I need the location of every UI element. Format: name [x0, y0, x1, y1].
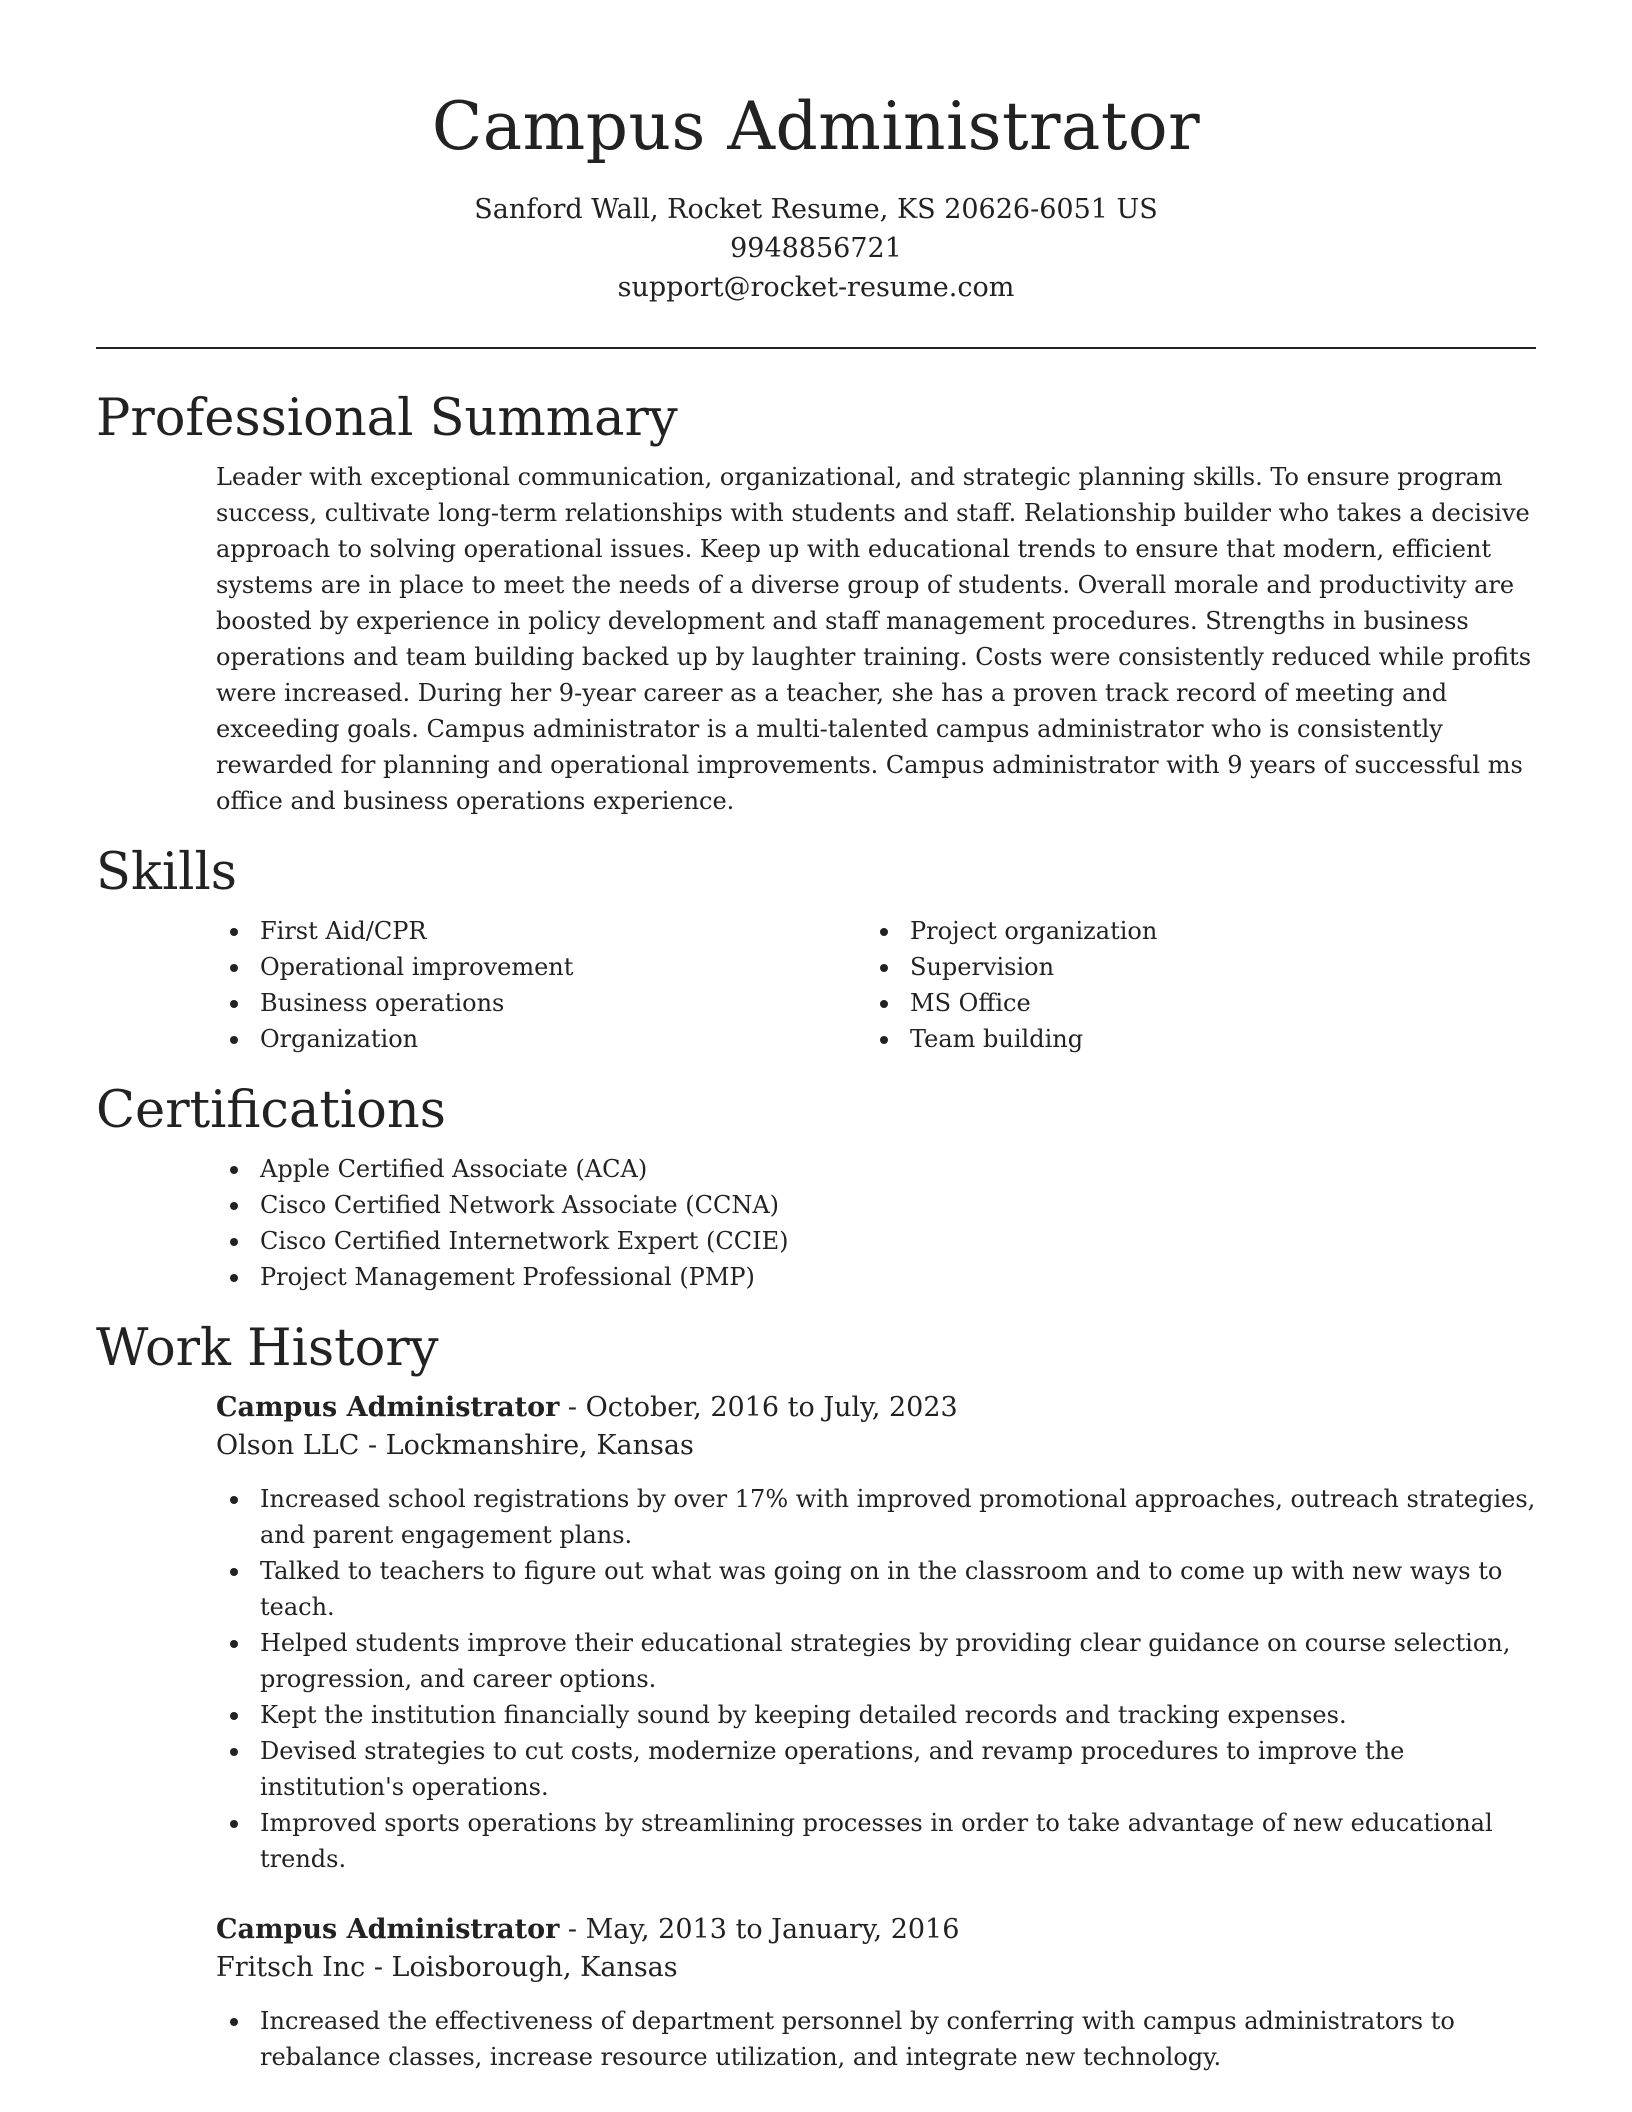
skills-section [96, 841, 1536, 1057]
skill-item: Operational improvement [216, 949, 866, 985]
job-title-line [216, 1911, 1536, 1949]
skills-grid [216, 913, 1536, 1057]
job-company: Olson LLC [216, 1430, 360, 1461]
skills-column-left [216, 913, 866, 1057]
certifications-section [96, 1079, 1536, 1295]
work-history-section [96, 1317, 1536, 2075]
skill-item: MS Office [866, 985, 1516, 1021]
job-dates: - May, 2013 to January, 2016 [559, 1914, 960, 1945]
work-history-heading: Work History [96, 1319, 439, 1378]
job-entry [216, 1389, 1536, 1877]
job-bullets [216, 1481, 1536, 1877]
job-company-line [216, 1427, 1536, 1465]
certifications-heading: Certifications [96, 1081, 446, 1140]
skill-item: Supervision [866, 949, 1516, 985]
skills-column-right [866, 913, 1516, 1057]
summary-section [96, 387, 1536, 819]
job-company-line [216, 1949, 1536, 1987]
contact-block [96, 190, 1536, 307]
job-bullet: Increased the effectiveness of department personnel by conferring with campus administrators to rebalance classes, increase resource utilization, and integrate new technology. [216, 2003, 1536, 2075]
header-divider [96, 347, 1536, 349]
skills-heading: Skills [96, 843, 237, 902]
job-location: - Loisborough, Kansas [365, 1952, 678, 1983]
skill-item: First Aid/CPR [216, 913, 866, 949]
resume-header [96, 0, 1536, 307]
skill-item: Business operations [216, 985, 866, 1021]
candidate-name: Campus Administrator [431, 88, 1201, 165]
skill-item: Team building [866, 1021, 1516, 1057]
contact-phone: 9948856721 [730, 233, 902, 264]
job-role: Campus Administrator [216, 1392, 560, 1423]
job-dates: - October, 2016 to July, 2023 [559, 1392, 958, 1423]
skill-item: Project organization [866, 913, 1516, 949]
job-bullet: Devised strategies to cut costs, modernize operations, and revamp procedures to improve the institution's operations. [216, 1733, 1536, 1805]
job-role: Campus Administrator [216, 1914, 560, 1945]
job-bullets [216, 2003, 1536, 2075]
job-bullet: Improved sports operations by streamlining processes in order to take advantage of new educational trends. [216, 1805, 1536, 1877]
contact-address: Sanford Wall, Rocket Resume, KS 20626-6051 US [474, 194, 1158, 225]
job-title-line [216, 1389, 1536, 1427]
certification-item: Cisco Certified Network Associate (CCNA) [216, 1187, 1536, 1223]
contact-email: support@rocket-resume.com [617, 272, 1015, 303]
skill-item: Organization [216, 1021, 866, 1057]
job-bullet: Helped students improve their educational strategies by providing clear guidance on course selection, progression, and career options. [216, 1625, 1536, 1697]
certification-item: Apple Certified Associate (ACA) [216, 1151, 1536, 1187]
job-bullet: Talked to teachers to figure out what was going on in the classroom and to come up with new ways to teach. [216, 1553, 1536, 1625]
certifications-list [216, 1151, 1536, 1295]
job-entry [216, 1911, 1536, 2075]
job-bullet: Increased school registrations by over 17% with improved promotional approaches, outreach strategies, and parent engagement plans. [216, 1481, 1536, 1553]
certification-item: Project Management Professional (PMP) [216, 1259, 1536, 1295]
job-company: Fritsch Inc [216, 1952, 366, 1983]
summary-heading: Professional Summary [96, 389, 678, 448]
job-bullet: Kept the institution financially sound by keeping detailed records and tracking expenses. [216, 1697, 1536, 1733]
certification-item: Cisco Certified Internetwork Expert (CCIE) [216, 1223, 1536, 1259]
summary-text: Leader with exceptional communication, organizational, and strategic planning skills. To ensure program success, cultivate long-term relationships with students and staff. Relationship builder who takes a decisive approach to solving operational issues. Keep up with educational trends to ensure that modern, efficient systems are in place to meet the needs of a diverse group of students. Overall morale and productivity are boosted by experience in policy development and staff management procedures. Strengths in business operations and team building backed up by laughter training. Costs were consistently reduced while profits were increased. During her 9-year career as a teacher, she has a proven track record of meeting and exceeding goals. Campus administrator is a multi-talented campus administrator who is consistently rewarded for planning and operational improvements. Campus administrator with 9 years of successful ms office and business operations experience. [216, 463, 1532, 815]
job-location: - Lockmanshire, Kansas [359, 1430, 694, 1461]
